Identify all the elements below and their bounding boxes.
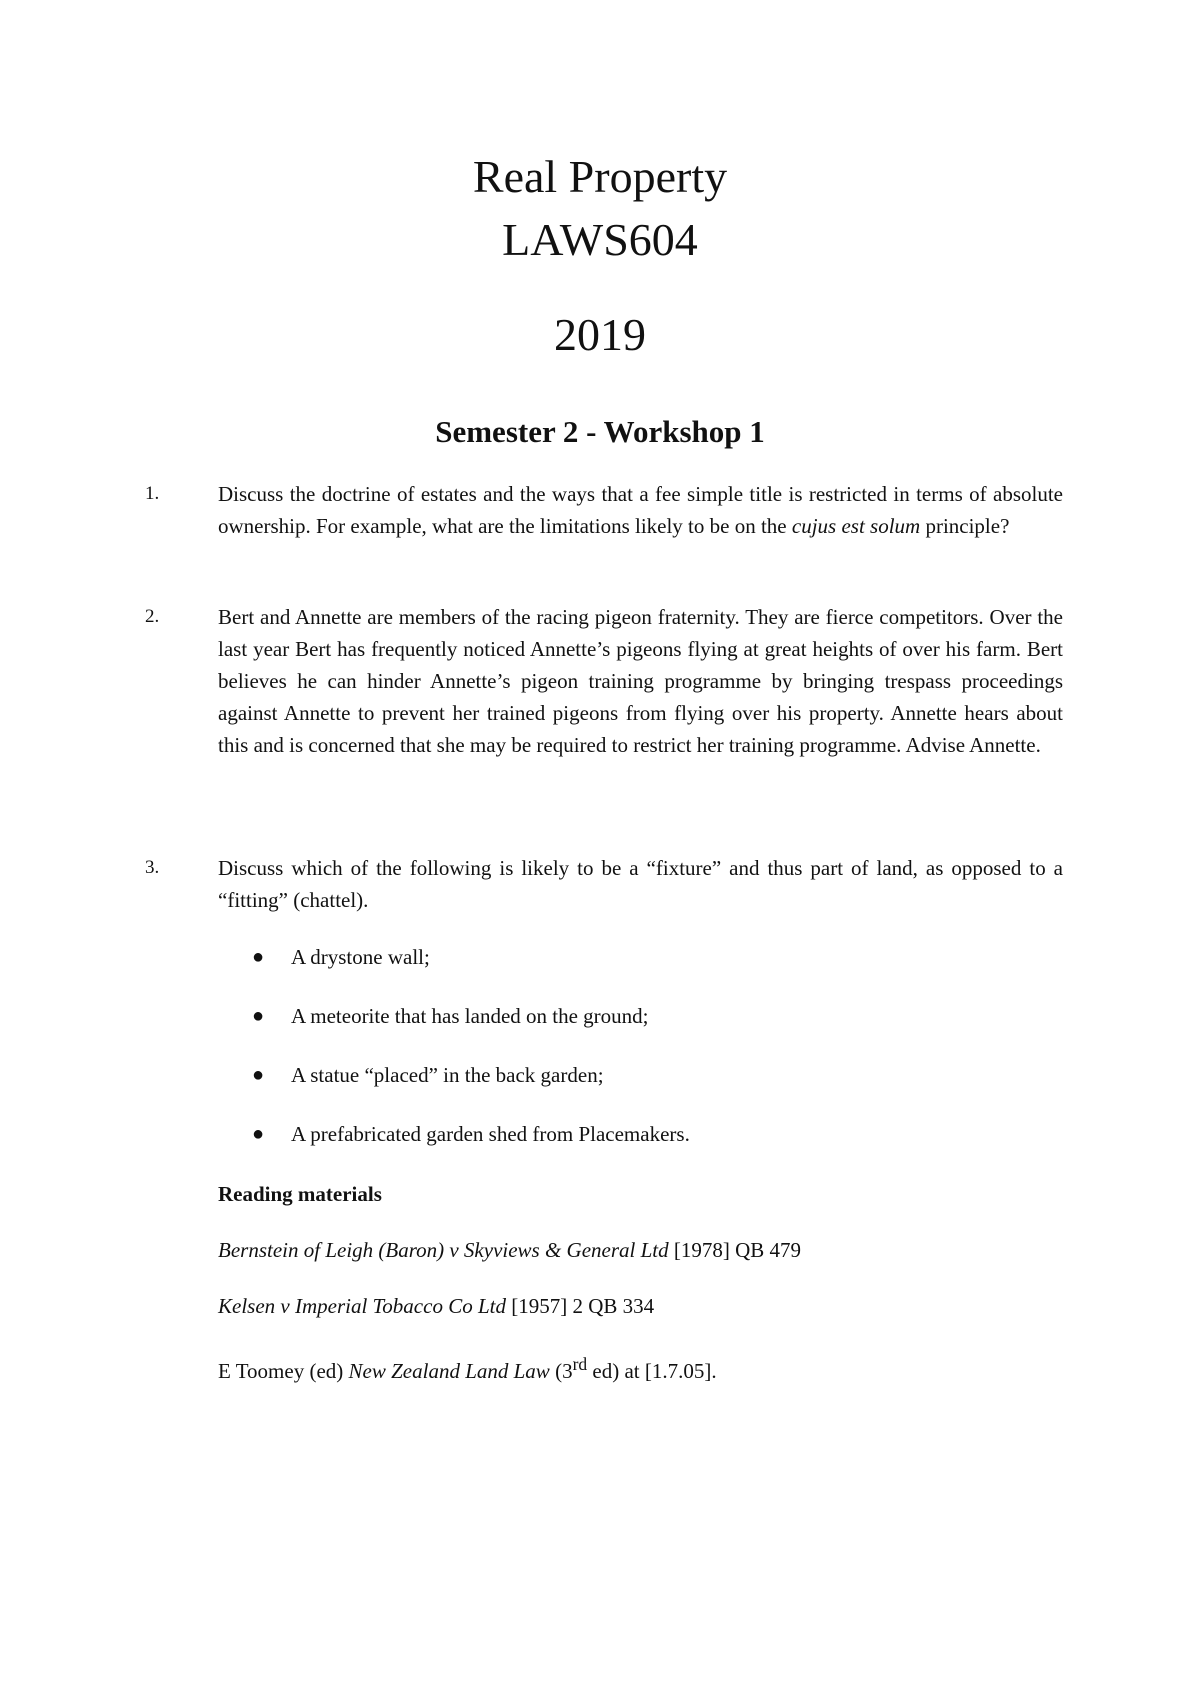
question-italic: cujus est solum — [791, 514, 921, 538]
question-number: 3. — [145, 857, 160, 878]
question-1 — [218, 478, 1063, 542]
reading-heading: Reading materials — [218, 1182, 382, 1206]
editor: E Toomey (ed) — [218, 1359, 349, 1383]
question-number: 2. — [145, 606, 160, 627]
citation: [1957] 2 QB 334 — [505, 1294, 655, 1318]
reference-2 — [218, 1290, 654, 1322]
course-code: LAWS604 — [502, 214, 698, 265]
question-3: Discuss which of the following is likely to be a “fixture” and thus part of land, as opposed to a “fitting” (chattel). — [218, 856, 1063, 912]
question-text: Discuss the doctrine of estates and the ways that a fee simple title is restricted in terms of absolute ownership. For example, what are the limitations likely to be on the — [218, 482, 1063, 538]
workshop-heading: Semester 2 - Workshop 1 — [435, 414, 765, 449]
question-number: 1. — [145, 483, 160, 504]
bullet-icon: ● — [252, 1064, 265, 1086]
edition-suffix: rd — [572, 1354, 588, 1374]
bullet-item: A statue “placed” in the back garden; — [291, 1063, 604, 1087]
citation: [1978] QB 479 — [668, 1238, 802, 1262]
question-text: principle? — [920, 514, 1010, 538]
bullet-item: A drystone wall; — [291, 945, 430, 969]
citation: ed) at [1.7.05]. — [587, 1359, 717, 1383]
bullet-icon: ● — [252, 946, 265, 968]
edition: (3 — [549, 1359, 573, 1383]
book-title: New Zealand Land Law — [348, 1359, 550, 1383]
document-title: Real Property — [472, 151, 728, 202]
case-name: Kelsen v Imperial Tobacco Co Ltd — [218, 1294, 506, 1318]
reference-3 — [218, 1348, 717, 1387]
year: 2019 — [554, 309, 646, 360]
question-2: Bert and Annette are members of the racing pigeon fraternity. They are fierce competitors. Over the last year Bert has frequently noticed Annette’s pigeons flying at great heights of over his farm. Bert believes he can hinder Annette’s pigeon training programme by bringing trespass proceedings against Annette to prevent her trained pigeons from flying over his property. Annette hears about this and is concerned that she may be required to restrict her training programme. Advise Annette. — [218, 605, 1063, 757]
reference-1 — [218, 1234, 801, 1266]
bullet-item: A meteorite that has landed on the ground; — [291, 1004, 649, 1028]
bullet-icon: ● — [252, 1123, 265, 1145]
bullet-icon: ● — [252, 1005, 265, 1027]
case-name: Bernstein of Leigh (Baron) v Skyviews & General Ltd — [218, 1238, 669, 1262]
bullet-item: A prefabricated garden shed from Placemakers. — [291, 1122, 690, 1146]
